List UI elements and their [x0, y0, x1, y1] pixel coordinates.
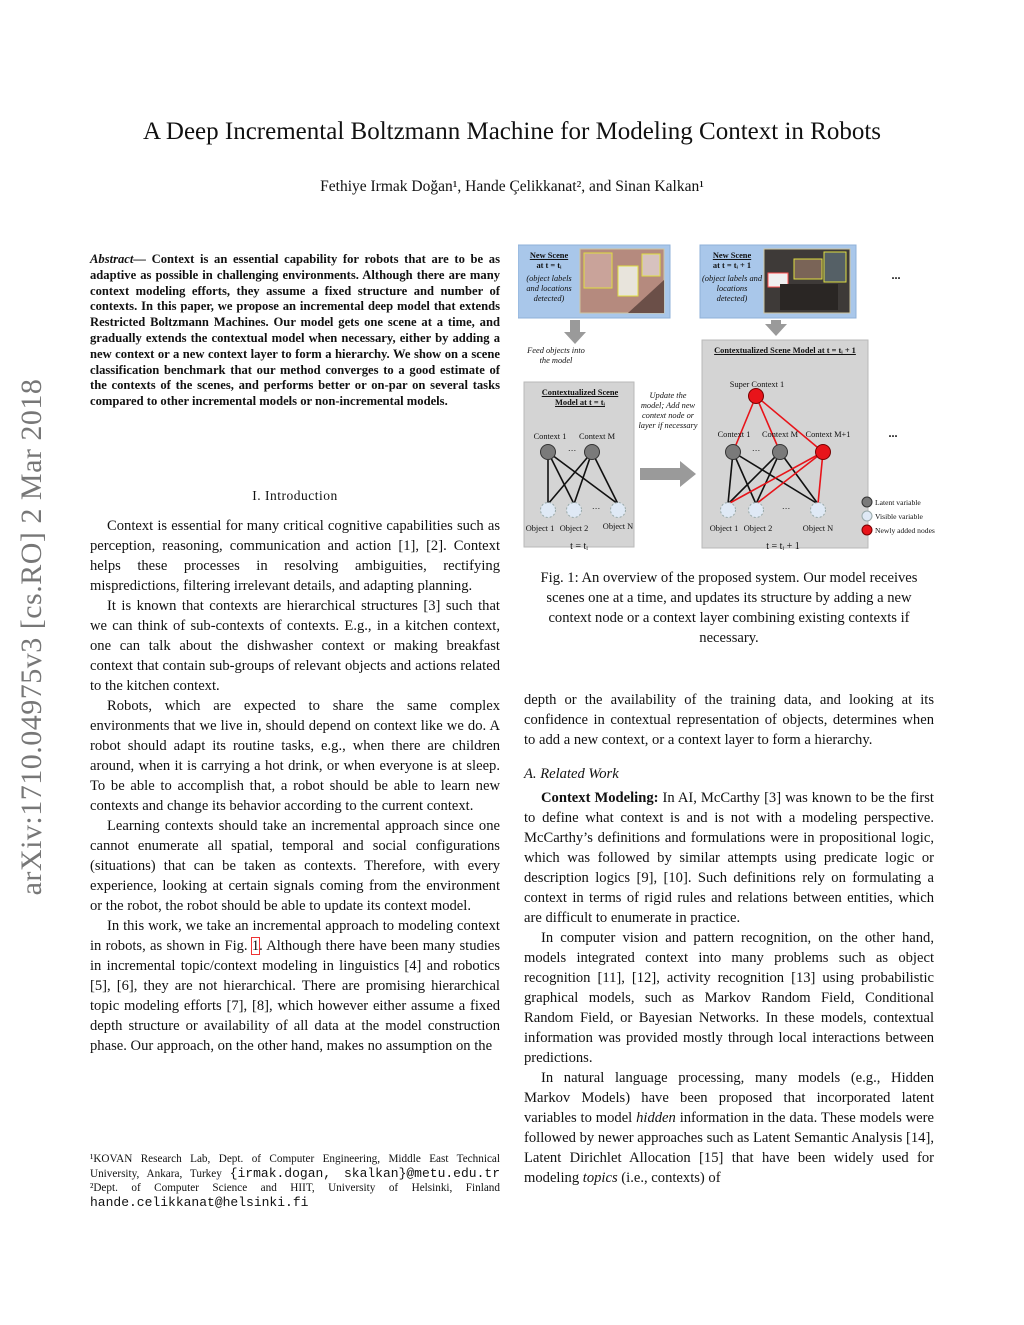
object-2-label: Object 2: [559, 524, 589, 533]
intro-p5-part-b: . Although there have been many studies in incremental topic/context modeling in linguistics [4] and robotics [5], [6], they are not hierarchical. There are promising hierarchical topic modeling efforts [7], [8], which however either assume a fixed depth structure or availability of all data at the model construction phase. Our approach, on the other hand, makes no assumption on the: [90, 938, 500, 1054]
email-link-1[interactable]: {irmak.dogan, skalkan}@metu.edu.tr: [229, 1165, 500, 1181]
visible-node-object-1: [541, 503, 556, 518]
model-ti-title: Contextualized Scene Model at t = tᵢ: [541, 388, 619, 407]
abstract-text: Context is an essential capability for robots that are to be as adaptive as possible in challenging environments. Although there are many context modeling efforts, they assume a fixed structure and number of contexts. In this paper, we propose an incremental deep model that extends Restricted Boltzmann Machines. Our model gets one scene at a time, and gradually extends the contextual model when necessary, either by adding a new context or a new context layer to form a hierarchy. We show on a scene classification benchmark that our method converges to a good estimate of the contexts of the scenes, and performs better or on-par on several tasks compared to other incremental models or non-incremental models.: [90, 252, 500, 409]
more-scenes-ellipsis: ...: [891, 268, 901, 282]
latent-node-context-m-ti1: [773, 445, 788, 460]
legend-new-swatch: [862, 525, 872, 535]
object-1-label: Object 1: [525, 524, 555, 533]
section-heading-introduction: I. Introduction: [252, 488, 338, 503]
visible-node-object-2-ti1: [749, 503, 764, 518]
update-model-note: Update the model; Add new context node or layer if necessary: [638, 391, 698, 430]
intro-p5-part-a: In this work, we take an incremental approach to modeling context in robots, as shown in Fig.: [90, 918, 500, 954]
footnote-affiliation-1: ¹KOVAN Research Lab, Dept. of Computer Engineering, Middle East Technical University, Ankara, Turkey: [90, 1153, 500, 1180]
abstract: [90, 252, 500, 410]
email-link-2[interactable]: hande.celikkanat@helsinki.fi: [90, 1194, 309, 1210]
nlp-emphasis-hidden: hidden: [636, 1110, 676, 1126]
nlp-text-b: information in the data. These models were followed by newer approaches such as Latent Semantic Analysis [14], Latent Dirichlet Allocation [15] that have been widely used for modeling: [524, 1110, 934, 1186]
nlp-text-a: In natural language processing, many models (e.g., Hidden Markov Models) have been proposed that incorporated latent variables to model: [524, 1070, 934, 1126]
context-1-ti1-label: Context 1: [717, 430, 751, 439]
right-column: [524, 690, 934, 1188]
context-ellipsis-ti1: …: [751, 444, 761, 453]
time-ti-label: t = tᵢ: [570, 541, 588, 552]
intro-paragraph-3: Robots, which are expected to share the same complex environments that we live in, should depend on context like we do. A robot should adapt its routine tasks, e.g., when there are children around, when it is carrying a hot drink, or when everyone is at sleep. To be able to accomplish that, a robot should be able to learn new contexts and change its behavior according to the current context.: [90, 698, 500, 814]
context-m1-label: Context M+1: [805, 430, 851, 439]
context-modeling-lead: Context Modeling:: [541, 790, 659, 806]
legend-new-label: Newly added nodes: [875, 526, 935, 535]
feed-objects-note: Feed objects into the model: [527, 346, 585, 365]
new-scene-ti1-label: New Scene at t = tᵢ + 1 (object labels and locations detected): [702, 251, 763, 303]
legend-latent-swatch: [862, 497, 872, 507]
paper-title: A Deep Incremental Boltzmann Machine for Modeling Context in Robots: [142, 118, 882, 145]
arxiv-identifier: arXiv:1710.04975v3 [cs.RO] 2 Mar 2018: [15, 378, 48, 896]
time-ti1-label: t = tᵢ + 1: [766, 541, 800, 552]
affiliation-footnote: [90, 1152, 500, 1210]
intro-paragraph-2: It is known that contexts are hierarchical structures [3] such that we can think of sub-contexts of contexts. E.g., in a kitchen context, one can talk about the dishwasher context or making breakfast context that contain sub-groups of relevant objects and actions related to the kitchen context.: [90, 598, 500, 694]
context-1-label: Context 1: [533, 432, 567, 441]
intro-paragraph-5: [90, 916, 500, 1056]
right-paragraph-nlp: [524, 1068, 934, 1188]
update-arrow: [640, 461, 696, 487]
context-modeling-text: In AI, McCarthy [3] was known to be the first to define what context is and is not with a modeling perspective. McCarthy’s definitions and formulations were in propositional logic, which was followed by similar attempts using predicate logic or description logics [9], [10]. Such definitions rely on formulating a context in terms of rigid rules and relations between entities, which are difficult to enumerate in practice.: [524, 790, 934, 926]
visible-node-object-2: [567, 503, 582, 518]
new-node-super-context: [749, 389, 764, 404]
legend-visible-swatch: [862, 511, 872, 521]
context-ellipsis-ti: …: [567, 444, 577, 453]
abstract-label: Abstract—: [90, 252, 146, 266]
figure-1: [518, 240, 938, 560]
visible-node-object-1-ti1: [721, 503, 736, 518]
model-ti1-title: Contextualized Scene Model at t = tᵢ + 1: [714, 346, 856, 355]
author-list: Fethiye Irmak Doğan¹, Hande Çelikkanat², and Sinan Kalkan¹: [320, 178, 704, 195]
latent-node-context-1-ti1: [726, 445, 741, 460]
context-m-ti1-label: Context M: [761, 430, 799, 439]
new-node-context-m1: [816, 445, 831, 460]
nlp-emphasis-topics: topics: [582, 1170, 618, 1186]
nlp-text-c: (i.e., contexts) of: [617, 1170, 721, 1186]
object-n-label: Object N: [602, 522, 634, 531]
right-paragraph-1: depth or the availability of the training data, and looking at its confidence in contextual representation of objects, determines when to add a new context, or a context layer to form a hierarchy.: [524, 692, 934, 748]
object-ellipsis-ti1: …: [781, 502, 791, 511]
super-context-label: Super Context 1: [729, 380, 785, 389]
feed-arrow: [564, 320, 586, 344]
latent-node-context-m: [585, 445, 600, 460]
more-models-ellipsis: ...: [888, 426, 898, 440]
new-scene-ti-label: New Scene at t = tᵢ (object labels and locations detected): [526, 251, 572, 303]
figure-reference-link[interactable]: 1: [251, 938, 260, 954]
footnote-affiliation-2: ²Dept. of Computer Science and HIIT, University of Helsinki, Finland: [90, 1182, 500, 1194]
legend-visible-label: Visible variable: [875, 512, 923, 521]
legend-latent-label: Latent variable: [875, 498, 921, 507]
latent-node-context-1: [541, 445, 556, 460]
object-1-ti1-label: Object 1: [709, 524, 739, 533]
subsection-heading-related-work: A. Related Work: [524, 766, 619, 782]
object-n-ti1-label: Object N: [802, 524, 834, 533]
left-column: [90, 486, 500, 1056]
intro-paragraph-1: Context is essential for many critical cognitive capabilities such as perception, reasoning, communication and action [1], [2]. Context helps these processes in resolving ambiguities, rectifying mispredictions, filtering irrelevant details, and adapting planning.: [90, 518, 500, 594]
context-m-label: Context M: [578, 432, 616, 441]
object-ellipsis-ti: …: [591, 502, 601, 511]
visible-node-object-n-ti1: [811, 503, 826, 518]
visible-node-object-n: [611, 503, 626, 518]
object-2-ti1-label: Object 2: [743, 524, 773, 533]
down-arrow-ti1: [765, 320, 787, 336]
figure-1-caption: Fig. 1: An overview of the proposed system. Our model receives scenes one at a time, and updates its structure by adding a new context node or a context layer combining existing contexts if necessary.: [540, 570, 918, 646]
intro-paragraph-4: Learning contexts should take an incremental approach since one cannot enumerate all spatial, temporal and social configurations (situations) that can be taken as contexts. Therefore, with every experience, looking at certain signals coming from the environment or the robot, the robot should be able to update its context model.: [90, 818, 500, 914]
right-paragraph-computer-vision: In computer vision and pattern recognition, on the other hand, models integrated context into many problems such as object recognition [11], [12], activity recognition [13] using probabilistic graphical models, such as Markov Random Field, Conditional Random Field, or Bayesian Networks. In these models, contextual information was provided mostly through local interactions between predictions.: [524, 930, 934, 1066]
right-paragraph-context-modeling: [524, 788, 934, 928]
